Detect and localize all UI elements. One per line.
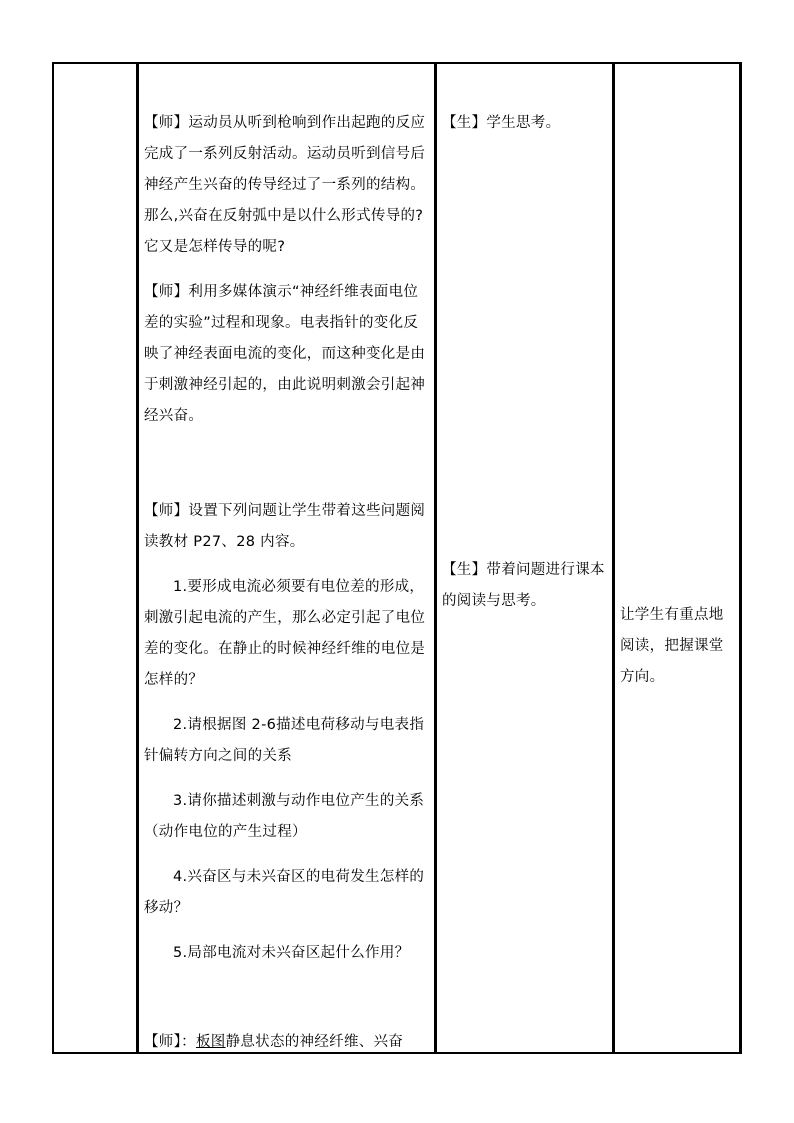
student-activity-cell — [442, 108, 608, 609]
table-border-top — [52, 62, 742, 64]
teacher-para-demo: 【师】利用多媒体演示“神经纤维表面电位差的实验”过程和现象。电表指针的变化反映了神经表面电流的变化，而这种变化是由于刺激神经引起的，由此说明刺激会引起神经兴奋。 — [144, 284, 426, 424]
question-3: 3.请你描述刺激与动作电位产生的关系（动作电位的产生过程） — [144, 793, 425, 840]
table-border-right — [739, 62, 742, 1054]
board-text: 静息状态的神经纤维、兴奋 — [225, 1034, 404, 1050]
lesson-table — [52, 62, 742, 1054]
board-prefix: 【师】： — [144, 1034, 196, 1050]
question-1: 1.要形成电流必须要有电位差的形成，刺激引起电流的产生，那么必定引起了电位差的变化。在静止的时候神经纤维的电位是怎样的？ — [144, 579, 426, 688]
teacher-para-board — [144, 1027, 430, 1058]
student-read: 【生】带着问题进行课本的阅读与思考。 — [442, 562, 605, 609]
student-think: 【生】学生思考。 — [442, 115, 561, 131]
question-4: 4.兴奋区与未兴奋区的电荷发生怎样的移动？ — [144, 869, 425, 916]
teacher-para-questions: 【师】设置下列问题让学生带着这些问题阅读教材 P27、28 内容。 — [144, 503, 426, 550]
table-border-left — [52, 62, 54, 1054]
question-5: 5.局部电流对未兴奋区起什么作用？ — [173, 945, 410, 961]
column-divider-1 — [136, 62, 139, 1054]
design-intent-cell — [620, 600, 738, 693]
design-intent-text: 让学生有重点地阅读，把握课堂方向。 — [620, 607, 724, 685]
column-divider-2 — [434, 62, 437, 1054]
column-divider-3 — [612, 62, 615, 1054]
board-drawing-link: 板图 — [195, 1034, 226, 1050]
question-2: 2.请根据图 2-6描述电荷移动与电表指针偏转方向之间的关系 — [144, 717, 425, 764]
teacher-para-intro: 【师】运动员从听到枪响到作出起跑的反应完成了一系列反射活动。运动员听到信号后神经产生兴奋的传导经过了一系列的结构。那么,兴奋在反射弧中是以什么形式传导的?它又是怎样传导的呢? — [144, 115, 426, 255]
teacher-activity-cell — [144, 108, 430, 1058]
